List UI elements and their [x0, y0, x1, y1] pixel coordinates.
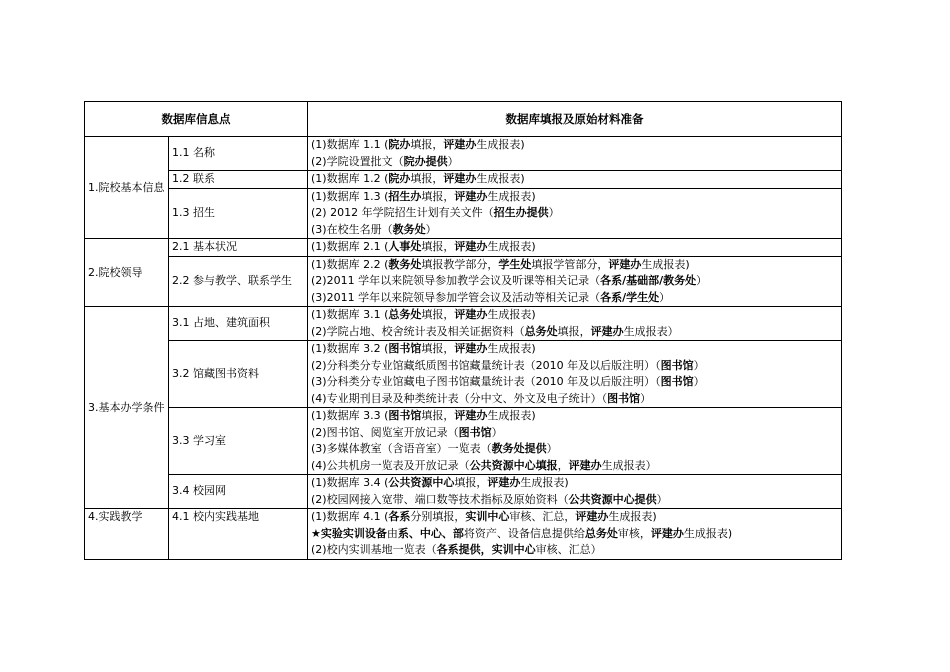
- text-segment: 生成报表): [641, 257, 690, 271]
- material-line: [311, 542, 838, 559]
- text-segment: 生成报表): [476, 172, 525, 185]
- material-line: [311, 205, 838, 222]
- materials-cell: [308, 239, 842, 257]
- text-segment: (3)2011 学年以来院领导参加学管会议及活动等相关记录（: [311, 290, 601, 304]
- materials-cell: [308, 171, 842, 189]
- bold-text: 评建办: [443, 172, 477, 185]
- materials-cell: [308, 256, 842, 307]
- materials-cell: [308, 341, 842, 408]
- text-segment: ）: [659, 290, 671, 304]
- material-line: [311, 458, 838, 475]
- material-line: [311, 526, 838, 543]
- text-segment: 生成报表): [487, 308, 536, 321]
- text-segment: ）: [656, 492, 668, 506]
- text-segment: (2)校园网接入宽带、端口数等技术指标及原始资料（: [311, 492, 569, 506]
- materials-cell: [308, 408, 842, 475]
- bold-text: 图书馆: [388, 342, 422, 355]
- text-segment: (2) 2012 年学院招生计划有关文件（: [311, 206, 494, 219]
- text-segment: (2)2011 学年以来院领导参加教学会议及听课等相关记录（: [311, 274, 601, 287]
- text-segment: ）: [640, 391, 652, 405]
- table-row: [85, 341, 842, 408]
- text-segment: 将资产、设备信息提供给: [463, 526, 585, 540]
- material-line: [311, 374, 838, 391]
- text-segment: 审核、汇总）: [535, 543, 602, 556]
- database-info-table: [84, 101, 842, 560]
- bold-text: 教务处: [388, 257, 422, 271]
- bold-text: 评建办: [590, 324, 624, 338]
- text-segment: 分别填报，: [410, 510, 466, 523]
- material-line: [311, 154, 838, 171]
- bold-text: 院办: [388, 138, 411, 151]
- text-segment: 填报，: [410, 138, 444, 151]
- materials-cell: [308, 188, 842, 239]
- text-segment: 填报，: [421, 342, 455, 355]
- text-segment: 生成报表）: [601, 458, 657, 472]
- text-segment: ）: [447, 154, 459, 168]
- category-cell: 4.实践教学: [85, 509, 169, 560]
- text-segment: (1)数据库 3.2 (: [311, 342, 389, 355]
- bold-text: 图书馆: [388, 409, 422, 422]
- text-segment: 生成报表）: [623, 324, 679, 338]
- text-segment: 填报，: [421, 409, 455, 422]
- text-segment: 生成报表): [487, 409, 536, 422]
- text-segment: (3)分科类分专业馆藏电子图书馆藏量统计表（2010 年及以后版注明）（: [311, 375, 661, 388]
- text-segment: 审核，: [617, 526, 651, 540]
- bold-text: 学生处: [498, 257, 532, 271]
- category-cell: 3.基本办学条件: [85, 307, 169, 509]
- material-line: [311, 441, 838, 458]
- table-row: [85, 188, 842, 239]
- text-segment: (4)专业期刊目录及种类统计表（分中文、外文及电子统计）（: [311, 391, 608, 405]
- text-segment: 填报，: [421, 308, 455, 321]
- subitem-cell: 3.2 馆藏图书资料: [169, 341, 308, 408]
- table-row: [85, 256, 842, 307]
- bold-text: 评建办: [454, 240, 488, 253]
- text-segment: 填报，: [454, 476, 488, 489]
- text-segment: ）: [491, 425, 503, 439]
- category-cell: 1.院校基本信息: [85, 137, 169, 239]
- text-segment: (3)多媒体教室（含语音室）一览表（: [311, 442, 492, 455]
- bold-text: 招生办提供: [493, 206, 549, 219]
- text-segment: (1)数据库 1.2 (: [311, 172, 389, 185]
- material-line: [311, 307, 838, 324]
- text-segment: 生成报表): [487, 189, 536, 203]
- table-row: [85, 239, 842, 257]
- material-line: [311, 492, 838, 509]
- text-segment: 生成报表): [476, 138, 525, 151]
- subitem-cell: 2.2 参与教学、联系学生: [169, 256, 308, 307]
- bold-text: 招生办: [388, 189, 422, 203]
- text-segment: 生成报表): [683, 526, 733, 540]
- text-segment: ）: [546, 442, 558, 455]
- text-segment: (1)数据库 2.2 (: [311, 257, 389, 271]
- material-line: [311, 290, 838, 307]
- text-segment: (1)数据库 1.3 (: [311, 189, 389, 203]
- text-segment: 生成报表): [487, 342, 536, 355]
- bold-text: 公共资源中心提供: [568, 492, 657, 506]
- text-segment: (4)公共机房一览表及开放记录（: [311, 458, 470, 472]
- materials-cell: [308, 137, 842, 171]
- bold-text: 评建办: [650, 526, 684, 540]
- bold-text: 各系/基础部/教务处: [600, 274, 697, 287]
- bold-text: 评建办: [608, 257, 642, 271]
- header-row: [85, 102, 842, 137]
- bold-text: 实训中心: [465, 510, 510, 523]
- material-line: [311, 222, 838, 239]
- bold-text: 院办提供: [403, 154, 448, 168]
- text-segment: 填报学管部分，: [531, 257, 609, 271]
- material-line: [311, 171, 838, 188]
- text-segment: (1)数据库 3.1 (: [311, 308, 389, 321]
- text-segment: 生成报表): [608, 510, 657, 523]
- text-segment: ）: [548, 206, 560, 219]
- material-line: [311, 475, 838, 492]
- material-line: [311, 509, 838, 526]
- text-segment: 由: [386, 526, 398, 540]
- subitem-cell: 2.1 基本状况: [169, 239, 308, 257]
- bold-text: 评建办: [443, 138, 477, 151]
- subitem-cell: 4.1 校内实践基地: [169, 509, 308, 560]
- bold-text: 总务处: [584, 526, 618, 540]
- table-row: [85, 307, 842, 341]
- text-segment: (1)数据库 3.4 (: [311, 476, 389, 489]
- material-line: [311, 341, 838, 358]
- bold-text: 评建办: [454, 342, 488, 355]
- bold-text: 图书馆: [660, 375, 694, 388]
- text-segment: (2)学院占地、校舍统计表及相关证据资料（: [311, 324, 525, 338]
- text-segment: 填报，: [557, 324, 591, 338]
- material-line: [311, 324, 838, 341]
- bold-text: 评建办: [454, 308, 488, 321]
- bold-text: 图书馆: [607, 391, 641, 405]
- text-segment: 生成报表): [487, 240, 536, 253]
- text-segment: ）: [693, 358, 705, 372]
- bold-text: 院办: [388, 172, 411, 185]
- bold-text: 总务处: [388, 308, 422, 321]
- material-line: [311, 425, 838, 442]
- subitem-cell: 1.1 名称: [169, 137, 308, 171]
- text-segment: (1)数据库 3.3 (: [311, 409, 389, 422]
- bold-text: 评建办: [454, 189, 488, 203]
- text-segment: (1)数据库 1.1 (: [311, 138, 389, 151]
- bold-text: 人事处: [388, 240, 422, 253]
- subitem-cell: 1.2 联系: [169, 171, 308, 189]
- text-segment: 审核、汇总，: [509, 510, 576, 523]
- table-row: [85, 475, 842, 509]
- bold-text: ★实验实训设备: [311, 526, 387, 540]
- materials-cell: [308, 475, 842, 509]
- bold-text: 教务处: [392, 222, 426, 236]
- bold-text: 评建办: [487, 476, 521, 489]
- text-segment: ，: [557, 458, 569, 472]
- materials-cell: [308, 509, 842, 560]
- material-line: [311, 358, 838, 375]
- text-segment: (2)分科类分专业馆藏纸质图书馆藏量统计表（2010 年及以后版注明）（: [311, 358, 661, 372]
- subitem-cell: 3.3 学习室: [169, 408, 308, 475]
- bold-text: 公共资源中心: [388, 476, 455, 489]
- text-segment: (1)数据库 4.1 (: [311, 510, 389, 523]
- table-row: [85, 509, 842, 560]
- text-segment: (2)学院设置批文（: [311, 154, 404, 168]
- material-line: [311, 273, 838, 290]
- bold-text: 各系/学生处: [600, 290, 660, 304]
- header-info-point: 数据库信息点: [85, 102, 308, 137]
- material-line: [311, 257, 838, 274]
- bold-text: 系、中心、部: [397, 526, 464, 540]
- bold-text: 图书馆: [660, 358, 694, 372]
- bold-text: 公共资源中心填报: [469, 458, 558, 472]
- material-line: [311, 137, 838, 154]
- text-segment: 生成报表): [520, 476, 569, 489]
- bold-text: 评建办: [575, 510, 609, 523]
- table-row: [85, 171, 842, 189]
- subitem-cell: 1.3 招生: [169, 188, 308, 239]
- text-segment: ）: [425, 222, 437, 236]
- bold-text: 总务处: [524, 324, 558, 338]
- text-segment: (2)校内实训基地一览表（: [311, 543, 437, 556]
- subitem-cell: 3.4 校园网: [169, 475, 308, 509]
- table-row: [85, 408, 842, 475]
- material-line: [311, 239, 838, 256]
- bold-text: 图书馆: [458, 425, 492, 439]
- material-line: [311, 391, 838, 408]
- text-segment: 填报教学部分，: [421, 257, 499, 271]
- header-materials: 数据库填报及原始材料准备: [308, 102, 842, 137]
- text-segment: 填报，: [421, 240, 455, 253]
- bold-text: 各系提供，实训中心: [436, 543, 536, 556]
- text-segment: ）: [696, 274, 708, 287]
- bold-text: 评建办: [568, 458, 602, 472]
- text-segment: (2)图书馆、阅览室开放记录（: [311, 425, 459, 439]
- category-cell: 2.院校领导: [85, 239, 169, 307]
- materials-cell: [308, 307, 842, 341]
- text-segment: (3)在校生名册（: [311, 222, 393, 236]
- bold-text: 教务处提供: [491, 442, 547, 455]
- text-segment: 填报，: [421, 189, 455, 203]
- material-line: [311, 189, 838, 206]
- bold-text: 评建办: [454, 409, 488, 422]
- table-row: [85, 137, 842, 171]
- material-line: [311, 408, 838, 425]
- text-segment: ）: [693, 375, 705, 388]
- text-segment: (1)数据库 2.1 (: [311, 240, 389, 253]
- subitem-cell: 3.1 占地、建筑面积: [169, 307, 308, 341]
- bold-text: 各系: [388, 510, 411, 523]
- text-segment: 填报，: [410, 172, 444, 185]
